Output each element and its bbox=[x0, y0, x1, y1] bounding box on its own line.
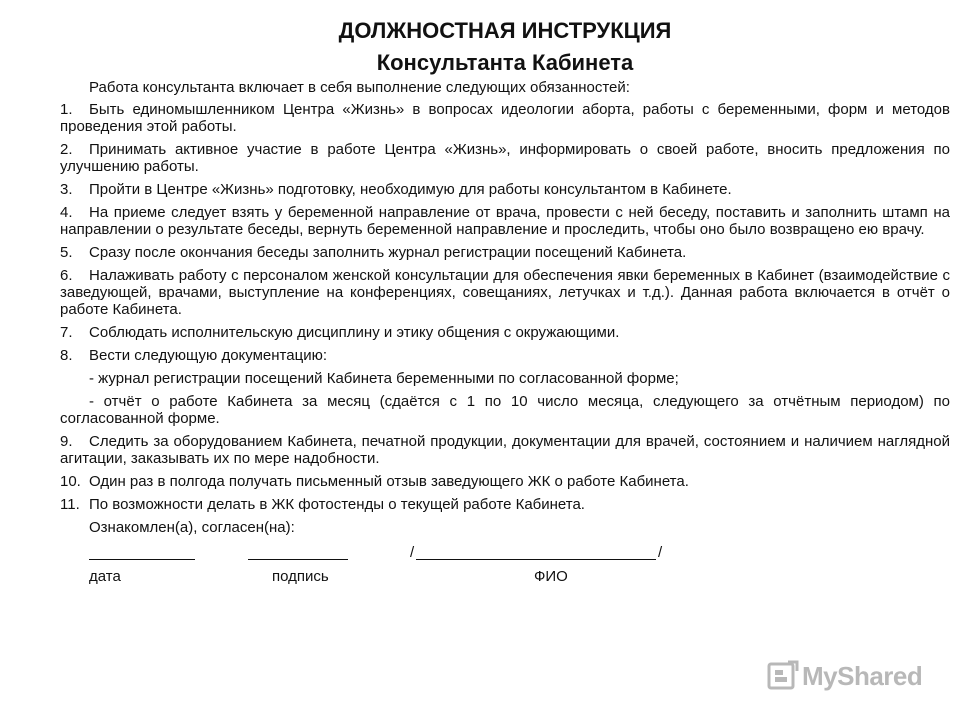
intro-text: Работа консультанта включает в себя выполнение следующих обязанностей: bbox=[89, 79, 630, 96]
document-title: ДОЛЖНОСТНАЯ ИНСТРУКЦИЯ bbox=[338, 18, 672, 43]
signature-block bbox=[60, 542, 950, 586]
list-item bbox=[60, 324, 950, 341]
item-text: Налаживать работу с персоналом женской консультации для обеспечения явки беременных в Кабинет (взаимодействие с заведующей, врачами, выступление на конференциях, совещаниях, летучках и т.д.). Данная работа включается в отчёт о работе Кабинета. bbox=[60, 267, 950, 318]
watermark-text: MyShared bbox=[802, 660, 923, 691]
list-item bbox=[60, 496, 950, 513]
slash-left: / bbox=[410, 544, 415, 561]
item-number: 5. bbox=[60, 244, 73, 261]
item-number: 8. bbox=[60, 347, 73, 364]
date-label: дата bbox=[89, 568, 121, 585]
item-text: Быть единомышленником Центра «Жизнь» в вопросах идеологии аборта, работы с беременными, форм и методов проведения этой работы. bbox=[60, 101, 950, 135]
list-item bbox=[60, 267, 950, 318]
item-number: 7. bbox=[60, 324, 73, 341]
item-text: По возможности делать в ЖК фотостенды о текущей работе Кабинета. bbox=[89, 496, 585, 513]
name-label: ФИО bbox=[534, 568, 568, 585]
list-item bbox=[60, 204, 950, 238]
list-item bbox=[60, 101, 950, 135]
list-item bbox=[60, 433, 950, 467]
item-number: 2. bbox=[60, 141, 73, 158]
sub-item: - журнал регистрации посещений Кабинета беременными по согласованной форме; bbox=[89, 370, 679, 387]
list-item bbox=[60, 473, 950, 490]
name-line bbox=[416, 559, 656, 560]
signature-line bbox=[248, 559, 348, 560]
item-number: 9. bbox=[60, 433, 73, 450]
list-item bbox=[60, 244, 950, 261]
document-subtitle: Консультанта Кабинета bbox=[376, 50, 634, 75]
item-number: 4. bbox=[60, 204, 73, 221]
signature-label: подпись bbox=[272, 568, 329, 585]
item-text: Принимать активное участие в работе Центра «Жизнь», информировать о своей работе, вносить предложения по улучшению работы. bbox=[60, 141, 950, 175]
list-item bbox=[60, 181, 950, 198]
item-number: 1. bbox=[60, 101, 73, 118]
item-number: 6. bbox=[60, 267, 73, 284]
item-text: Сразу после окончания беседы заполнить журнал регистрации посещений Кабинета. bbox=[89, 244, 687, 261]
item-number: 11. bbox=[60, 496, 80, 513]
acknowledgement-text: Ознакомлен(а), согласен(на): bbox=[89, 519, 295, 536]
item-text: Соблюдать исполнительскую дисциплину и этику общения с окружающими. bbox=[89, 324, 620, 341]
item-number: 3. bbox=[60, 181, 73, 198]
item-text: На приеме следует взять у беременной направление от врача, провести с ней беседу, поставить и заполнить штамп на направлении о результате беседы, вернуть беременной направление и проследить, чтобы оно было возвращено ею врачу. bbox=[60, 204, 950, 238]
duties-list bbox=[60, 101, 950, 586]
item-text: Вести следующую документацию: bbox=[89, 347, 327, 364]
item-number: 10. bbox=[60, 473, 81, 490]
list-item bbox=[60, 347, 950, 364]
sub-item: - отчёт о работе Кабинета за месяц (сдаётся с 1 по 10 число месяца, следующего за отчётным периодом) по согласованной форме. bbox=[60, 393, 950, 427]
item-text: Следить за оборудованием Кабинета, печатной продукции, документации для врачей, состоянием и наличием наглядной агитации, заказывать их по мере надобности. bbox=[60, 433, 950, 467]
date-line bbox=[89, 559, 195, 560]
myshared-logo-icon bbox=[766, 659, 800, 693]
slash-right: / bbox=[658, 544, 663, 561]
watermark bbox=[766, 656, 936, 696]
item-text: Пройти в Центре «Жизнь» подготовку, необходимую для работы консультантом в Кабинете. bbox=[89, 181, 732, 198]
item-text: Один раз в полгода получать письменный отзыв заведующего ЖК о работе Кабинета. bbox=[89, 473, 689, 490]
list-item bbox=[60, 141, 950, 175]
